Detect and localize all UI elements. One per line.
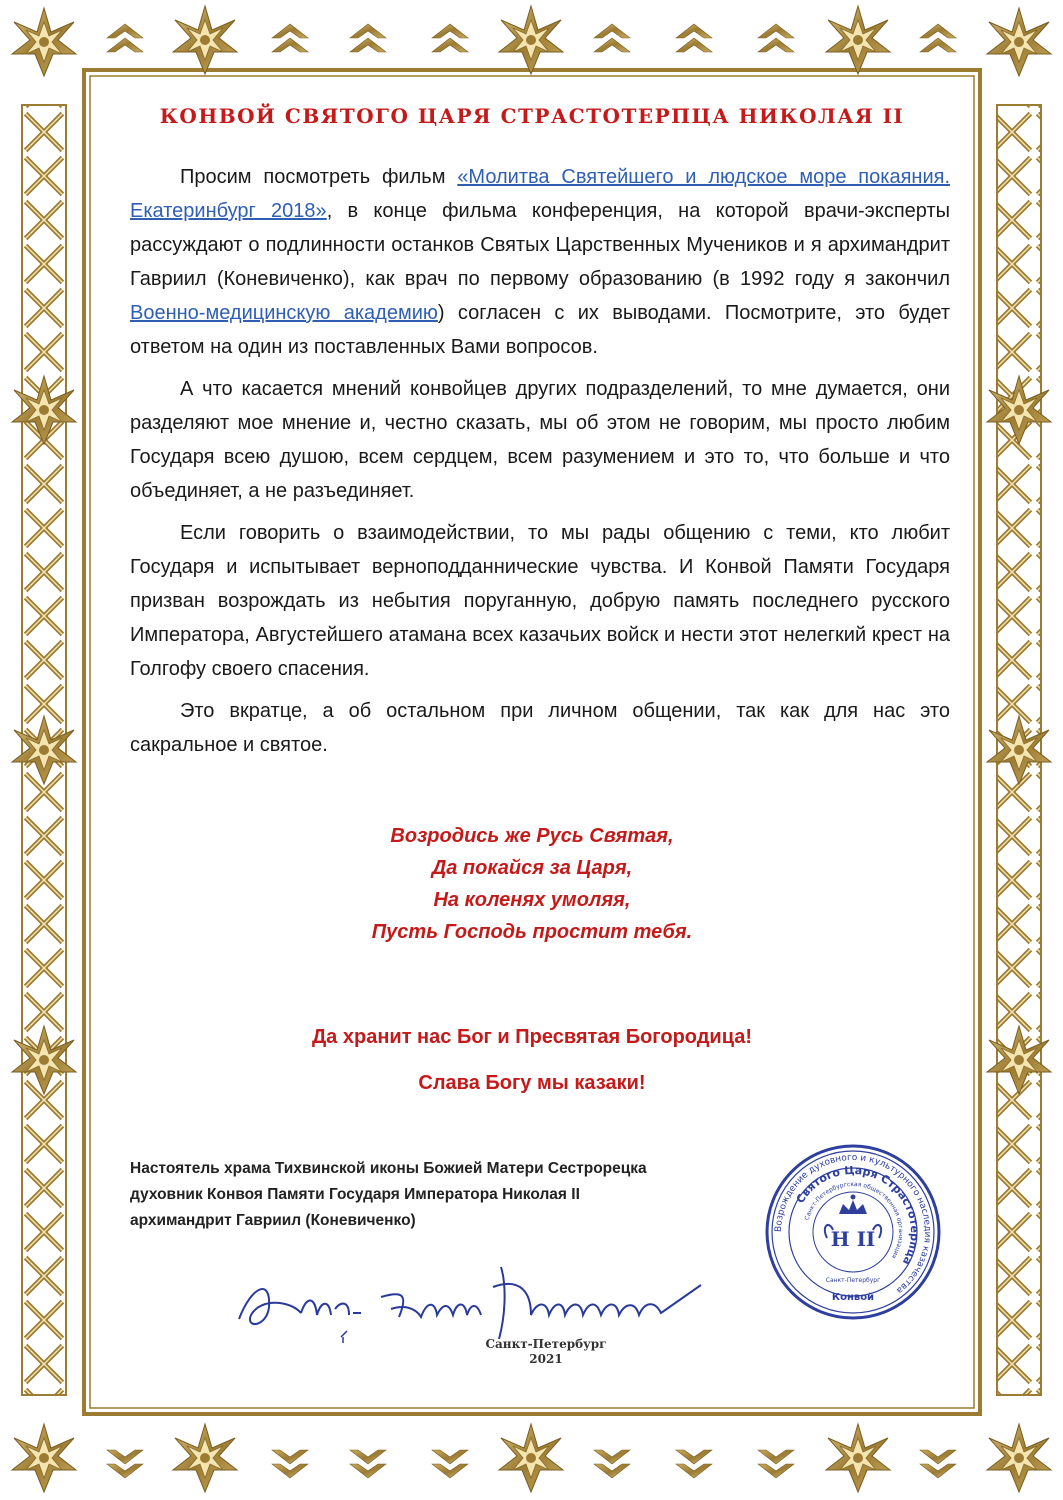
year: 2021 bbox=[529, 1352, 563, 1366]
crown-icon bbox=[839, 1195, 867, 1215]
signatory-block bbox=[130, 1156, 647, 1234]
signatory-name: архимандрит Гавриил (Коневиченко) bbox=[130, 1212, 416, 1229]
poem-line: На коленях умоляя, bbox=[433, 889, 631, 911]
paragraph-4: Это вкратце, а об остальном при личном общении, так как для нас это сакральное и святое. bbox=[130, 700, 950, 756]
handwritten-signature bbox=[231, 1257, 711, 1347]
blessing-line-1: Да хранит нас Бог и Пресвятая Богородица! bbox=[311, 1026, 753, 1048]
seal-bottom-text: Конвой bbox=[831, 1292, 875, 1303]
seal-inner-text: Санкт-Петербургская общественная организация bbox=[803, 1180, 905, 1260]
seal-city: Санкт-Петербург bbox=[825, 1277, 881, 1284]
city: Санкт-Петербург bbox=[485, 1337, 607, 1351]
paragraph-3: Если говорить о взаимодействии, то мы рады общению с теми, кто любит Государя и испытывает верноподданнические чувства. И Конвой Памяти Государя призван возрождать из небытия поруганную, добрую память последнего русского Императора, Августейшего атамана всех казачьих войск и нести этот нелегкий крест на Голгофу своего спасения. bbox=[130, 522, 950, 680]
letter-body bbox=[130, 160, 950, 770]
seal-outer-text: Возрождение духовного и культурного наследия казачества bbox=[773, 1152, 933, 1296]
poem-line: Пусть Господь простит тебя. bbox=[371, 921, 693, 943]
place-and-date bbox=[96, 1337, 996, 1367]
signatory-position: Настоятель храма Тихвинской иконы Божией Матери Сестрорецка bbox=[130, 1160, 647, 1177]
p1-middle: , в конце фильма конференция, на которой врачи-эксперты рассуждают о подлинности останков Святых Царственных Мучеников и я архимандрит Гавриил (Коневиченко), как врач по первому образованию (в 1992 году я закончил bbox=[130, 200, 950, 290]
blessing-line-2: Слава Богу мы казаки! bbox=[418, 1072, 646, 1094]
page-title: КОНВОЙ СВЯТОГО ЦАРЯ СТРАСТОТЕРПЦА НИКОЛАЯ II bbox=[159, 104, 905, 128]
seal-middle-text: Святого Царя Страстотерпца bbox=[793, 1163, 922, 1268]
signatory-role: духовник Конвоя Памяти Государя Императора Николая II bbox=[130, 1186, 580, 1203]
seal-monogram: Н II bbox=[830, 1227, 876, 1251]
paragraph-1 bbox=[130, 160, 950, 364]
official-seal bbox=[763, 1142, 943, 1322]
film-link[interactable]: «Молитва Святейшего и людское море покаяния. Екатеринбург 2018» bbox=[130, 166, 950, 222]
p1-end: ) согласен с их выводами. Посмотрите, это будет ответом на один из поставленных Вами вопросов. bbox=[130, 302, 951, 358]
paragraph-2: А что касается мнений конвойцев других подразделений, то мне думается, они разделяют мое мнение и, честно сказать, мы об этом не говорим, мы просто любим Государя всею душою, всем сердцем, всем разумением и это то, что больше и что объединяет, а не разъединяет. bbox=[130, 378, 950, 502]
poem-line: Возродись же Русь Святая, bbox=[390, 825, 674, 847]
poem-line: Да покайся за Царя, bbox=[431, 857, 633, 879]
academy-link[interactable]: Военно-медицинскую академию bbox=[130, 302, 438, 324]
letter-page bbox=[96, 82, 968, 1402]
poem bbox=[96, 820, 968, 948]
p1-intro: Просим посмотреть фильм bbox=[180, 166, 458, 188]
